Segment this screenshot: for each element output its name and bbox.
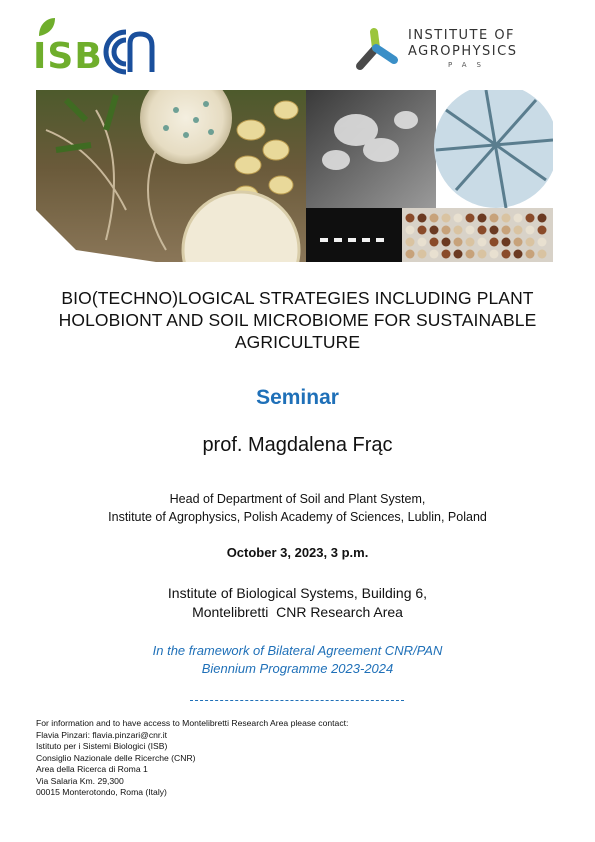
title-line-3: AGRICULTURE: [234, 332, 361, 352]
contact-intro: For information and to have access to Montelibretti Research Area please contact:: [36, 718, 349, 728]
leaf-icon: [33, 16, 91, 38]
divider: [190, 700, 404, 701]
contact-council: Consiglio Nazionale delle Ricerche (CNR): [36, 752, 196, 763]
affiliation-line-2: Institute of Agrophysics, Polish Academy of Sciences, Lublin, Poland: [108, 510, 487, 524]
venue-line-1: Institute of Biological Systems, Building 6,: [167, 585, 428, 601]
title-line-1: BIO(TECHNO)LOGICAL STRATEGIES INCLUDING PLANT: [61, 288, 534, 308]
tripod-icon: [352, 26, 400, 72]
contact-area: Area della Ricerca di Roma 1: [36, 764, 148, 774]
contact-city: 00015 Monterotondo, Roma (Italy): [36, 787, 167, 797]
framework-line-1: In the framework of Bilateral Agreement CNR/PAN: [152, 643, 443, 658]
venue-line-2: Montelibretti CNR Research Area: [192, 604, 403, 620]
contact-street: Via Salaria Km. 29,300: [36, 775, 124, 786]
isb-logo: [33, 16, 103, 78]
contact-person: Flavia Pinzari: flavia.pinzari@cnr.it: [36, 729, 167, 740]
institute-of-agrophysics-logo: [352, 26, 552, 76]
institute-logo-line1: INSTITUTE OF: [408, 28, 516, 43]
framework-line-2: Biennium Programme 2023-2024: [201, 661, 394, 676]
affiliation-line-1: Head of Department of Soil and Plant System,: [169, 492, 426, 506]
photo-collage: [36, 90, 553, 262]
framework-note: [0, 642, 595, 678]
isb-logo-text: ISB: [33, 36, 103, 77]
speaker-affiliation: [0, 490, 595, 526]
institute-logo-line2: AGROPHYSICS: [408, 44, 518, 59]
cnr-logo: [100, 26, 156, 78]
seminar-label: Seminar: [256, 386, 339, 409]
institute-logo-line3: PAS: [448, 61, 492, 69]
title-line-2: HOLOBIONT AND SOIL MICROBIOME FOR SUSTAINABLE: [58, 310, 537, 330]
speaker-name: prof. Magdalena Frąc: [202, 434, 393, 456]
contact-institute: Istituto per i Sistemi Biologici (ISB): [36, 741, 168, 751]
contact-info: [36, 718, 348, 799]
seminar-venue: [0, 584, 595, 622]
seminar-date: October 3, 2023, 3 p.m.: [226, 545, 369, 560]
seminar-title: [0, 287, 595, 353]
